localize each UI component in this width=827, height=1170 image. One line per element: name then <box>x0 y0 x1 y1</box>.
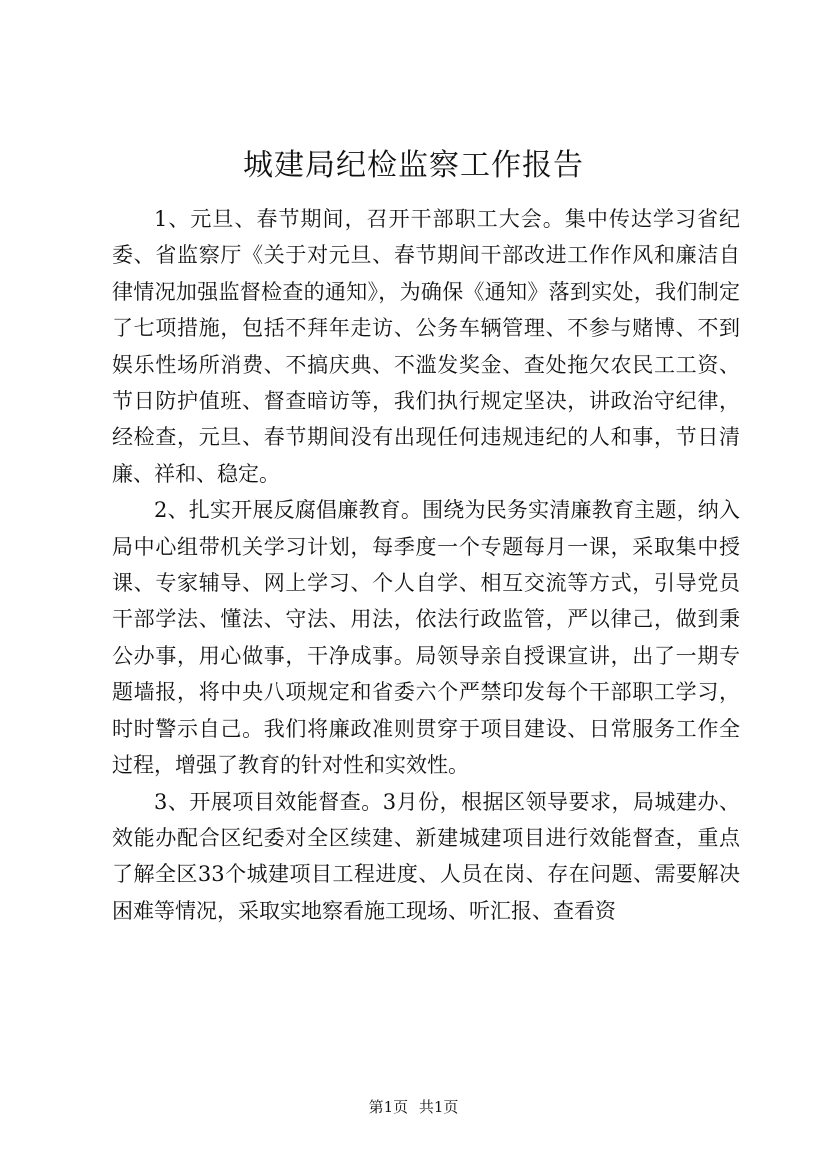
paragraph-2: 2、扎实开展反腐倡廉教育。围绕为民务实清廉教育主题，纳入局中心组带机关学习计划，每季度一个专题每月一课，采取集中授课、专家辅导、网上学习、个人自学、相互交流等方式，引导党员干部学法、懂法、守法、用法，依法行政监管，严以律己，做到秉公办事，用心做事，干净成事。局领导亲自授课宣讲，出了一期专题墙报，将中央八项规定和省委六个严禁印发每个干部职工学习，时时警示自己。我们将廉政准则贯穿于项目建设、日常服务工作全过程，增强了教育的针对性和实效性。 <box>112 498 740 778</box>
document-body <box>112 201 740 929</box>
page-footer <box>0 1097 827 1117</box>
paragraph-3: 3、开展项目效能督查。3月份，根据区领导要求，局城建办、效能办配合区纪委对全区续建、新建城建项目进行效能督查，重点了解全区33个城建项目工程进度、人员在岗、存在问题、需要解决困难等情况，采取实地察看施工现场、听汇报、查看资 <box>112 789 740 923</box>
paragraph-1: 1、元旦、春节期间，召开干部职工大会。集中传达学习省纪委、省监察厅《关于对元旦、春节期间干部改进工作作风和廉洁自律情况加强监督检查的通知》，为确保《通知》落到实处，我们制定了七项措施，包括不拜年走访、公务车辆管理、不参与赌博、不到娱乐性场所消费、不搞庆典、不滥发奖金、查处拖欠农民工工资、节日防护值班、督查暗访等，我们执行规定坚决，讲政治守纪律，经检查，元旦、春节期间没有出现任何违规违纪的人和事，节日清廉、祥和、稳定。 <box>112 207 740 486</box>
page-number: 第1页 <box>368 1098 409 1116</box>
document-title: 城建局纪检监察工作报告 <box>243 148 584 183</box>
page-total: 共1页 <box>418 1098 459 1116</box>
